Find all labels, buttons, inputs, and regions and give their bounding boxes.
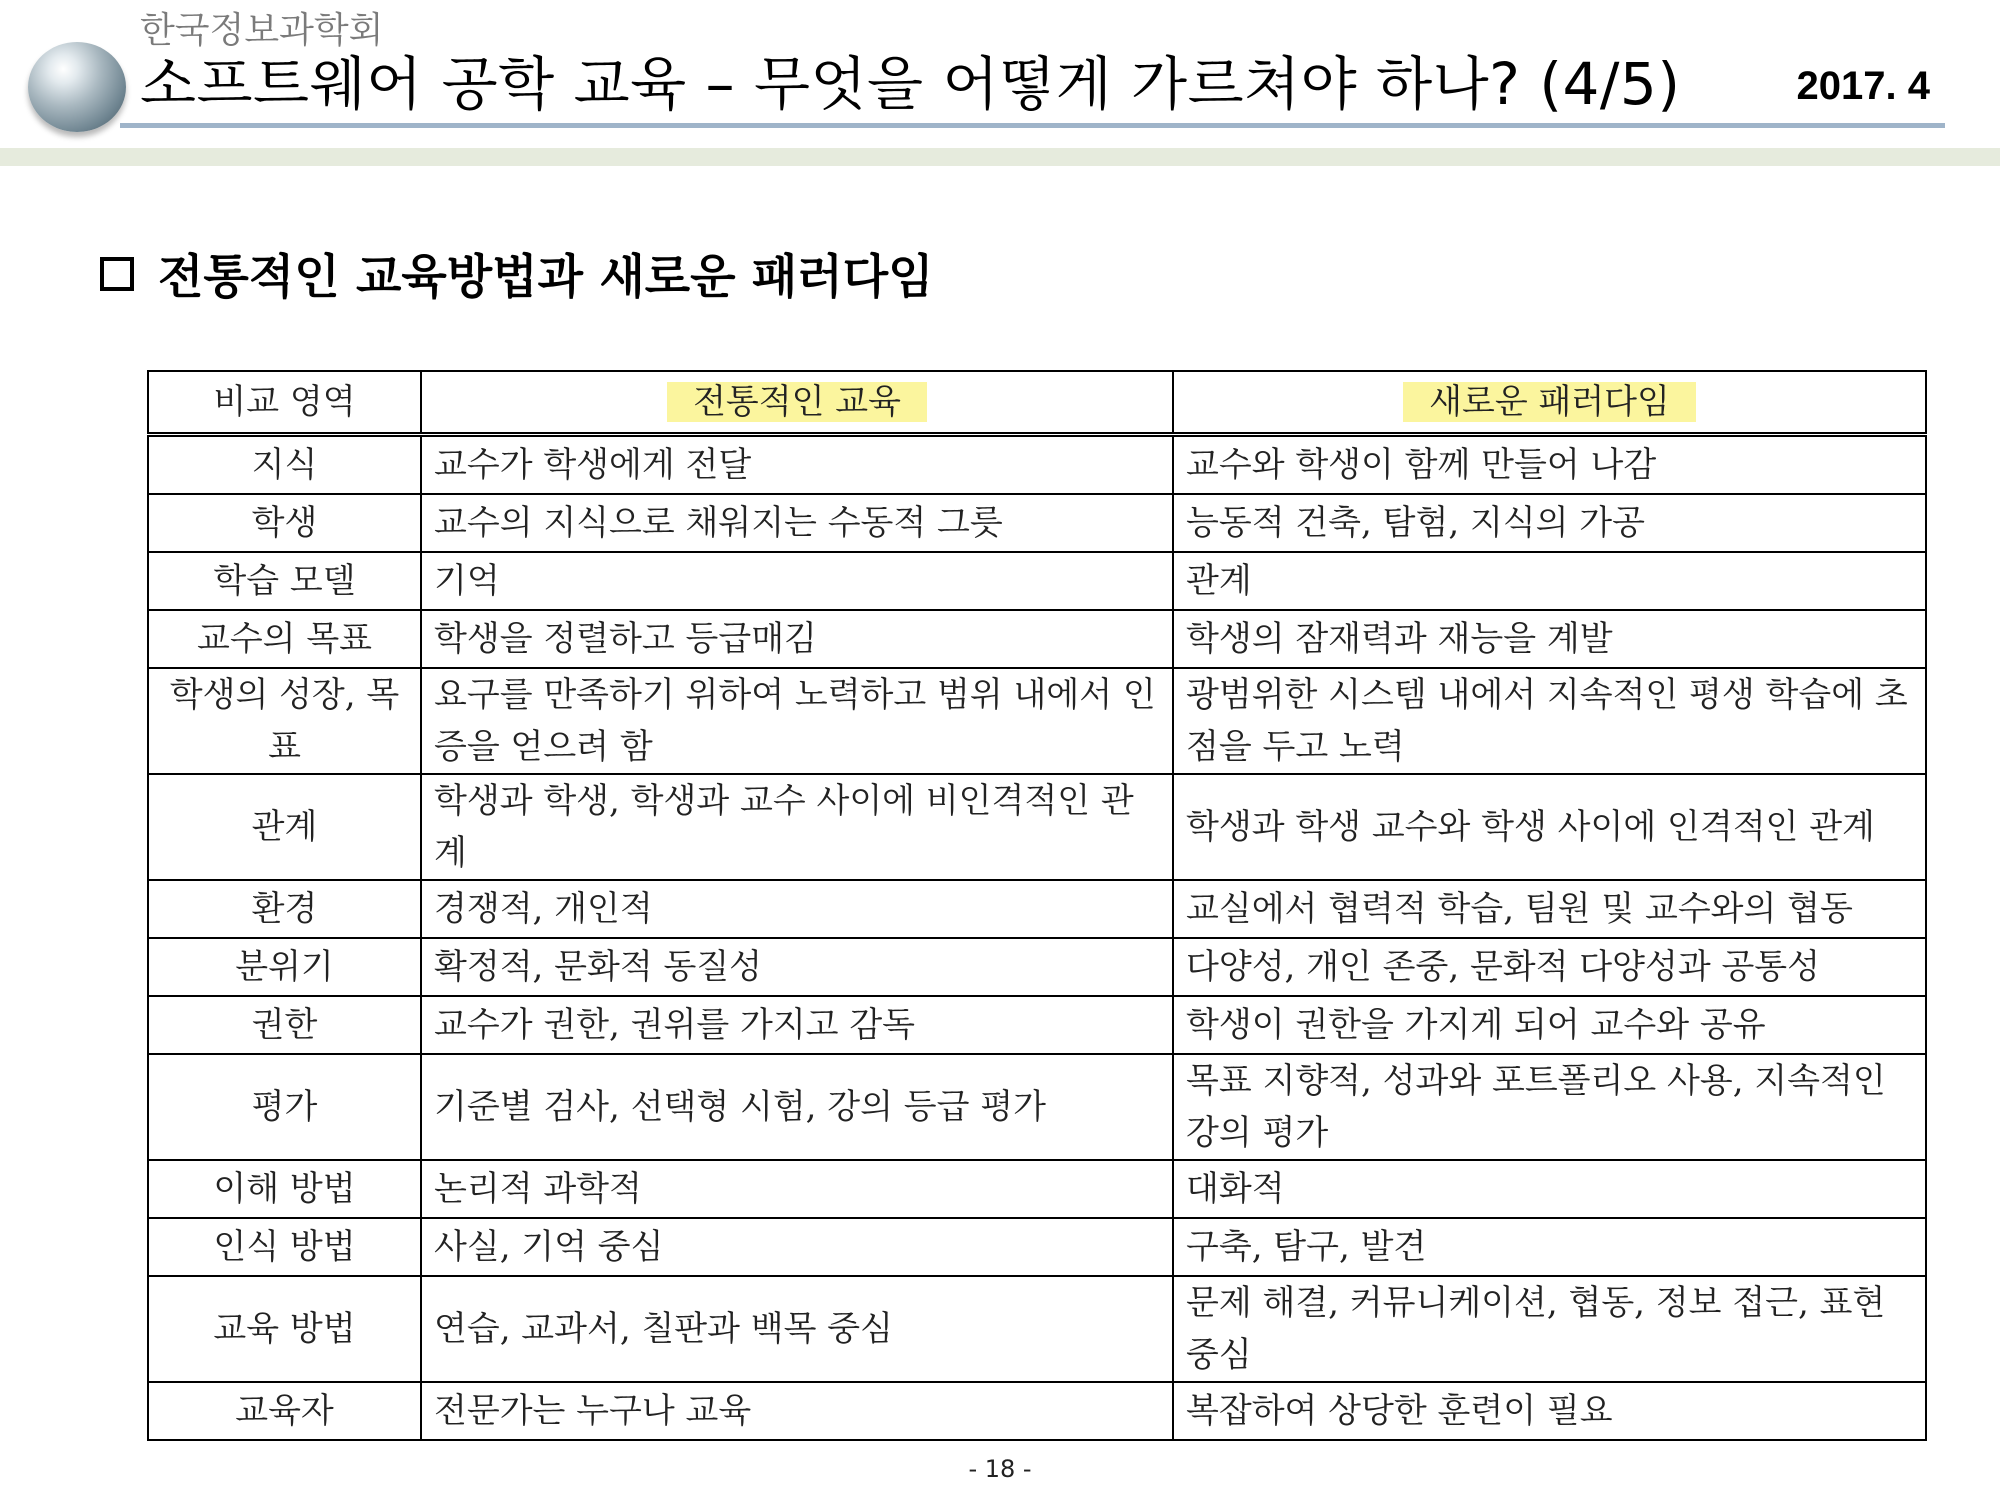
section-heading (100, 240, 934, 307)
new-paradigm-cell: 다양성, 개인 존중, 문화적 다양성과 공통성 (1173, 938, 1926, 996)
organization-name: 한국정보과학회 (140, 10, 384, 51)
new-paradigm-cell: 광범위한 시스템 내에서 지속적인 평생 학습에 초점을 두고 노력 (1173, 668, 1926, 774)
traditional-cell: 전문가는 누구나 교육 (421, 1382, 1173, 1440)
table-row (148, 435, 1926, 495)
column-header-traditional: 전통적인 교육 (421, 371, 1173, 435)
traditional-cell: 사실, 기억 중심 (421, 1218, 1173, 1276)
section-title: 전통적인 교육방법과 새로운 패러다임 (158, 250, 934, 305)
traditional-cell: 기억 (421, 552, 1173, 610)
row-label-cell: 관계 (148, 774, 421, 880)
table-row (148, 610, 1926, 668)
table-row (148, 1054, 1926, 1160)
comparison-table (147, 370, 1927, 1441)
row-label-cell: 권한 (148, 996, 421, 1054)
traditional-cell: 학생과 학생, 학생과 교수 사이에 비인격적인 관계 (421, 774, 1173, 880)
traditional-cell: 교수가 학생에게 전달 (421, 435, 1173, 495)
new-paradigm-cell: 교수와 학생이 함께 만들어 나감 (1173, 435, 1926, 495)
traditional-cell: 논리적 과학적 (421, 1160, 1173, 1218)
new-paradigm-cell: 목표 지향적, 성과와 포트폴리오 사용, 지속적인 강의 평가 (1173, 1054, 1926, 1160)
new-paradigm-cell: 문제 해결, 커뮤니케이션, 협동, 정보 접근, 표현 중심 (1173, 1276, 1926, 1382)
table-row (148, 938, 1926, 996)
row-label-cell: 교육 방법 (148, 1276, 421, 1382)
column-header-new-paradigm: 새로운 패러다임 (1173, 371, 1926, 435)
table-row (148, 996, 1926, 1054)
traditional-cell: 요구를 만족하기 위하여 노력하고 범위 내에서 인증을 얻으려 함 (421, 668, 1173, 774)
header-band (0, 148, 2000, 166)
row-label-cell: 학습 모델 (148, 552, 421, 610)
new-paradigm-cell: 교실에서 협력적 학습, 팀원 및 교수와의 협동 (1173, 880, 1926, 938)
new-paradigm-cell: 학생의 잠재력과 재능을 계발 (1173, 610, 1926, 668)
traditional-cell: 연습, 교과서, 칠판과 백목 중심 (421, 1276, 1173, 1382)
row-label-cell: 평가 (148, 1054, 421, 1160)
row-label-cell: 학생의 성장, 목표 (148, 668, 421, 774)
row-label-cell: 인식 방법 (148, 1218, 421, 1276)
column-header-area: 비교 영역 (148, 371, 421, 435)
row-label-cell: 분위기 (148, 938, 421, 996)
table-row (148, 880, 1926, 938)
table-row (148, 1218, 1926, 1276)
row-label-cell: 환경 (148, 880, 421, 938)
new-paradigm-cell: 능동적 건축, 탐험, 지식의 가공 (1173, 494, 1926, 552)
table-row (148, 774, 1926, 880)
traditional-cell: 교수가 권한, 권위를 가지고 감독 (421, 996, 1173, 1054)
row-label-cell: 교수의 목표 (148, 610, 421, 668)
new-paradigm-cell: 학생이 권한을 가지게 되어 교수와 공유 (1173, 996, 1926, 1054)
traditional-cell: 기준별 검사, 선택형 시험, 강의 등급 평가 (421, 1054, 1173, 1160)
table-row (148, 1160, 1926, 1218)
slide-title: 소프트웨어 공학 교육 – 무엇을 어떻게 가르쳐야 하나? (4/5) (140, 50, 1681, 118)
new-paradigm-cell: 대화적 (1173, 1160, 1926, 1218)
new-paradigm-cell: 관계 (1173, 552, 1926, 610)
table-row (148, 1276, 1926, 1382)
header-rule (120, 123, 1945, 128)
table-header-row (148, 371, 1926, 435)
table-row (148, 668, 1926, 774)
table-row (148, 494, 1926, 552)
row-label-cell: 학생 (148, 494, 421, 552)
page-number: - 18 - (968, 1455, 1032, 1483)
row-label-cell: 교육자 (148, 1382, 421, 1440)
square-bullet-icon (100, 257, 134, 291)
traditional-cell: 경쟁적, 개인적 (421, 880, 1173, 938)
table-row (148, 552, 1926, 610)
new-paradigm-cell: 학생과 학생 교수와 학생 사이에 인격적인 관계 (1173, 774, 1926, 880)
table-row (148, 1382, 1926, 1440)
traditional-cell: 확정적, 문화적 동질성 (421, 938, 1173, 996)
logo-sphere-icon (28, 42, 126, 132)
slide-date: 2017. 4 (1796, 64, 1930, 108)
row-label-cell: 이해 방법 (148, 1160, 421, 1218)
new-paradigm-cell: 복잡하여 상당한 훈련이 필요 (1173, 1382, 1926, 1440)
new-paradigm-cell: 구축, 탐구, 발견 (1173, 1218, 1926, 1276)
row-label-cell: 지식 (148, 435, 421, 495)
traditional-cell: 교수의 지식으로 채워지는 수동적 그릇 (421, 494, 1173, 552)
traditional-cell: 학생을 정렬하고 등급매김 (421, 610, 1173, 668)
